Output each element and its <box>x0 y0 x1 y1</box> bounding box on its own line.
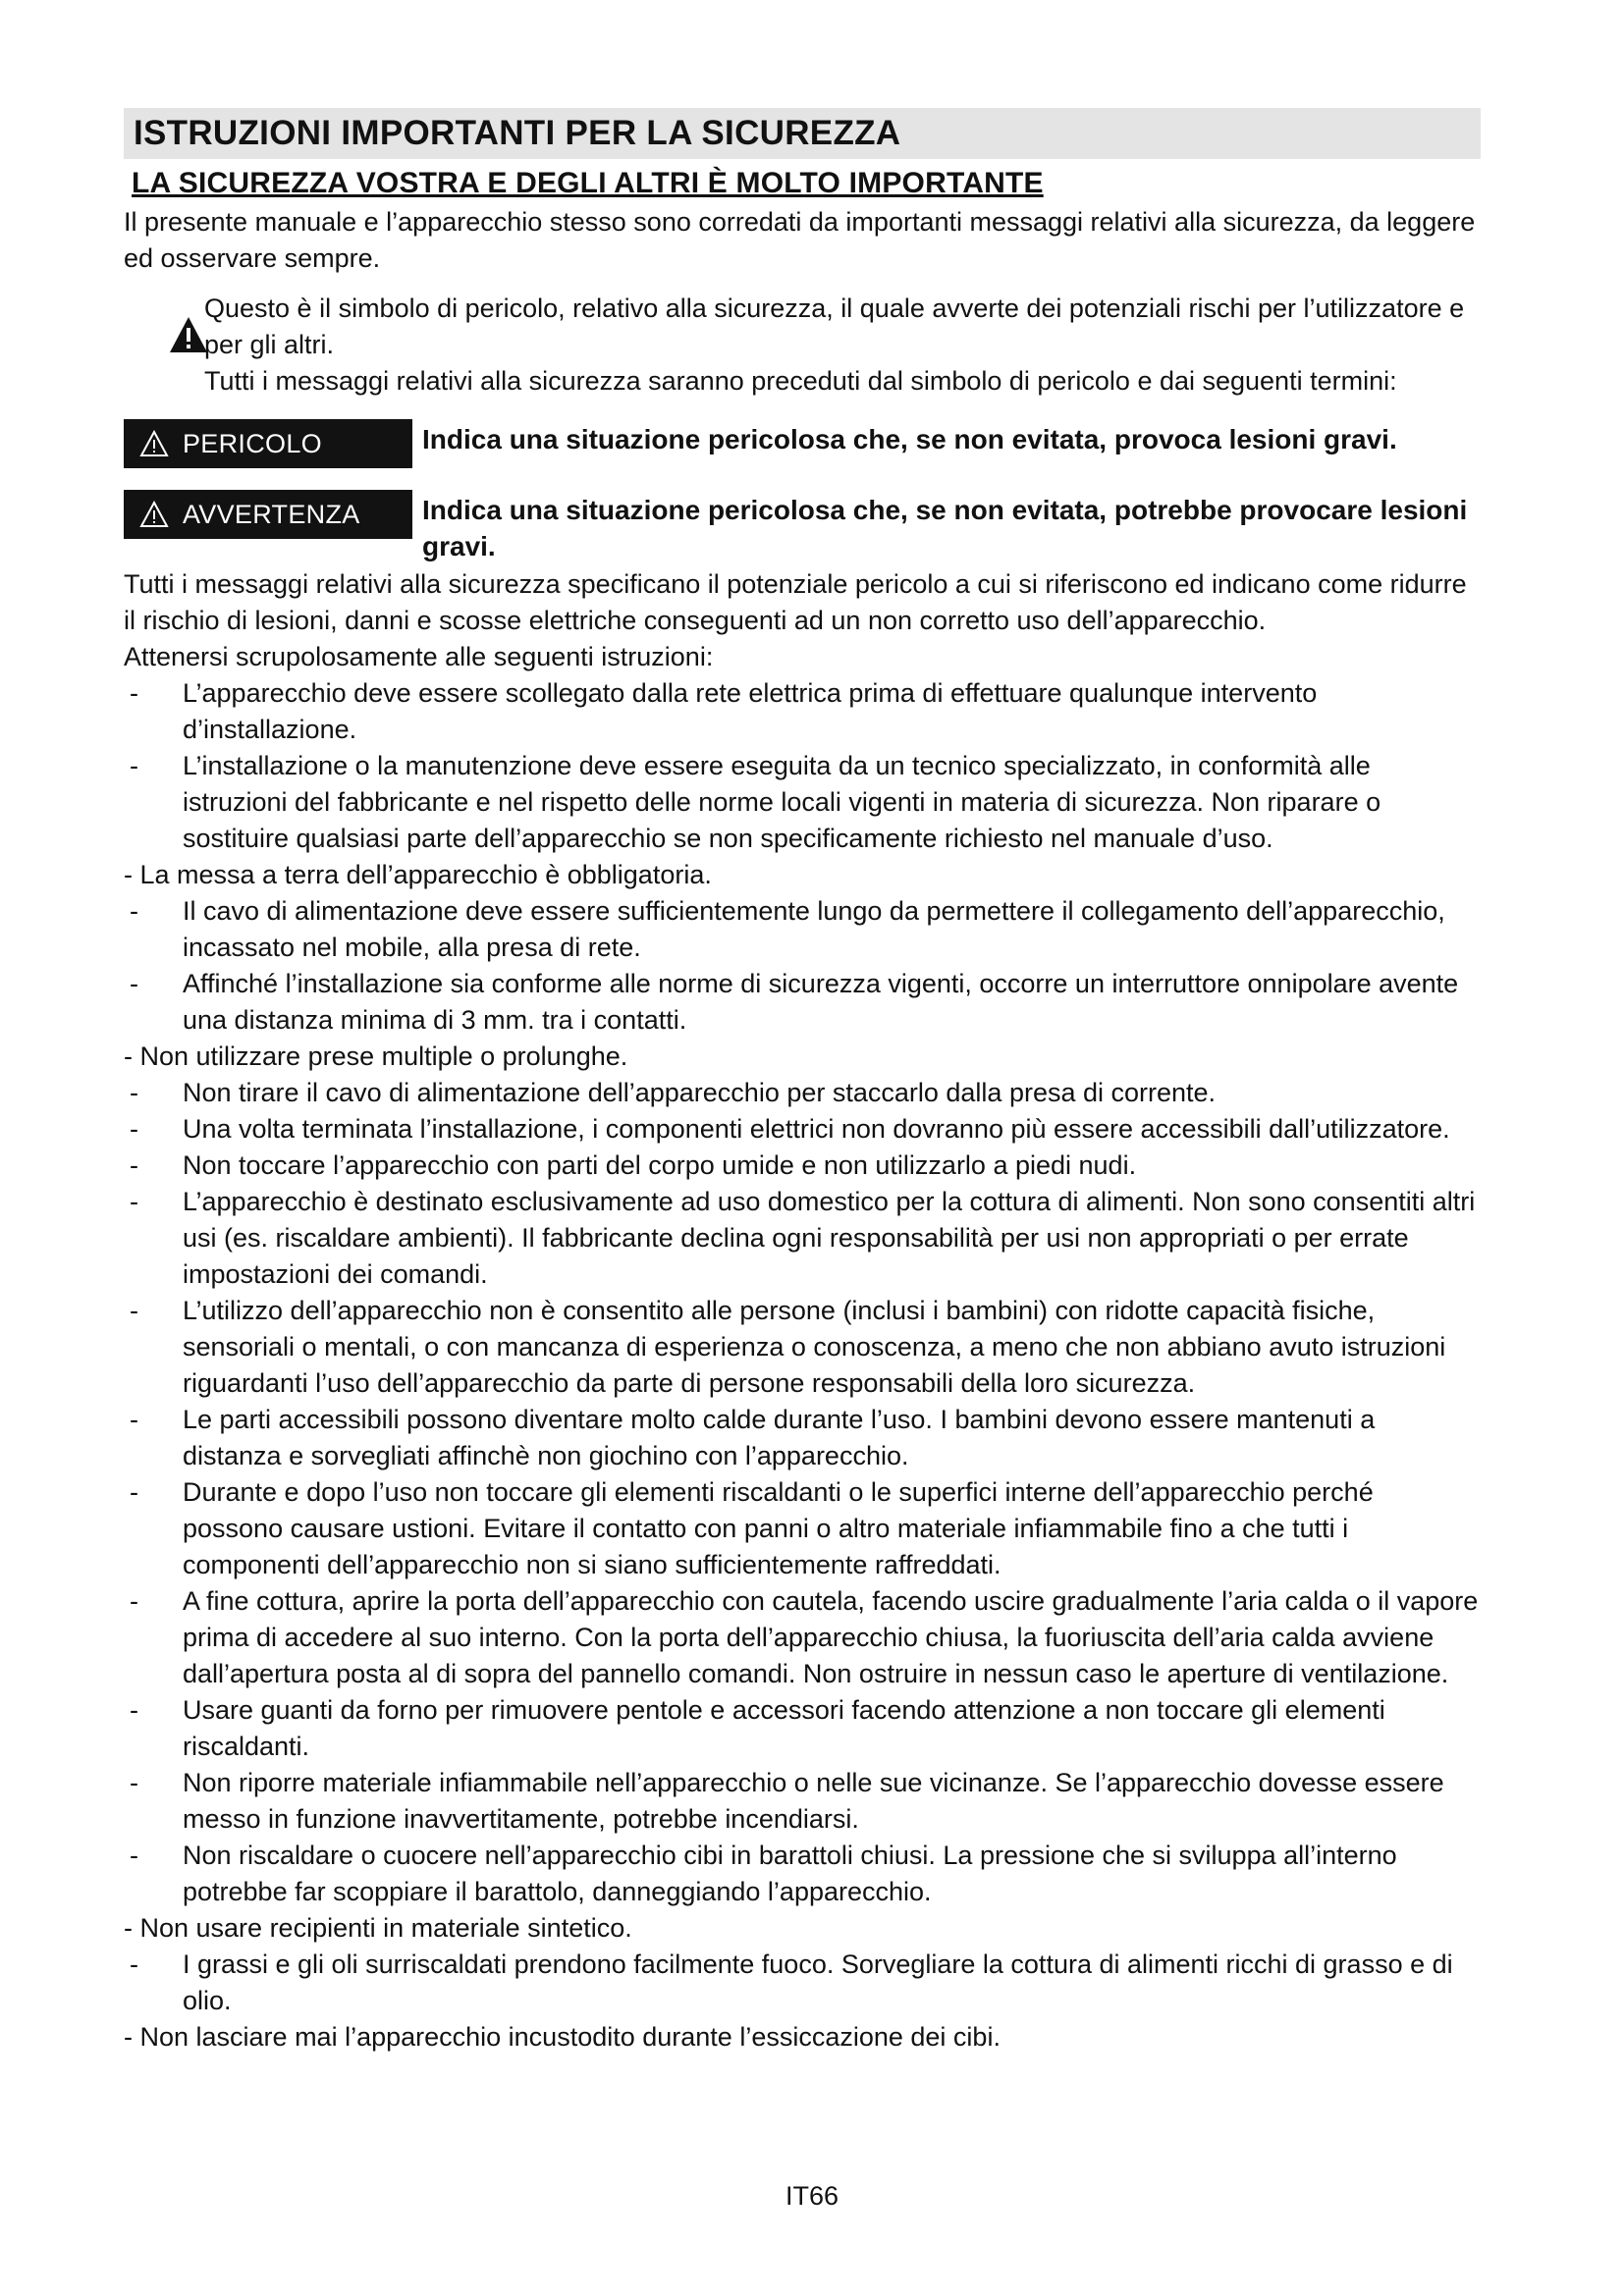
list-item: - Le parti accessibili possono diventare molto calde durante l’uso. I bambini devono essere mantenuti a distanza e sorvegliati affinchè non giochino con l’apparecchio. <box>124 1402 1481 1474</box>
list-item: - L’apparecchio deve essere scollegato dalla rete elettrica prima di effettuare qualunque intervento d’installazione. <box>124 675 1481 748</box>
list-item: - Non riscaldare o cuocere nell’apparecchio cibi in barattoli chiusi. La pressione che si sviluppa all’interno potrebbe far scoppiare il barattolo, danneggiando l’apparecchio. <box>124 1838 1481 1910</box>
pericolo-label-text: PERICOLO <box>183 428 322 458</box>
instruction-list <box>124 675 1481 2056</box>
section-subtitle: LA SICUREZZA VOSTRA E DEGLI ALTRI È MOLTO IMPORTANTE <box>132 167 1044 199</box>
list-item: - Non utilizzare prese multiple o prolunghe. <box>124 1041 628 1071</box>
list-item: - Usare guanti da forno per rimuovere pentole e accessori facendo attenzione a non toccare gli elementi riscaldanti. <box>124 1692 1481 1765</box>
pericolo-label <box>124 419 412 468</box>
avvertenza-label-text: AVVERTENZA <box>183 499 360 529</box>
list-item: - A fine cottura, aprire la porta dell’apparecchio con cautela, facendo uscire gradualmente l’aria calda o il vapore prima di accedere al suo interno. Con la porta dell’apparecchio chiusa, la fuoriuscita dell’aria calda avviene dall’apertura posta al di sopra del pannello comandi. Non ostruire in nessun caso le aperture di ventilazione. <box>124 1583 1481 1692</box>
label-row-avvertenza <box>124 490 1481 564</box>
list-item: - Durante e dopo l’uso non toccare gli elementi riscaldanti o le superfici interne dell’apparecchio perché possono causare ustioni. Evitare il contatto con panni o altro materiale infiammabile fino a che tutti i componenti dell’apparecchio non si siano sufficientemente raffreddati. <box>124 1474 1481 1583</box>
label-row-pericolo <box>124 419 1481 468</box>
section-title: ISTRUZIONI IMPORTANTI PER LA SICUREZZA <box>124 108 1481 159</box>
symbol-terms-intro: Tutti i messaggi relativi alla sicurezza saranno preceduti dal simbolo di pericolo e dai seguenti termini: <box>204 366 1397 396</box>
list-item: - L’installazione o la manutenzione deve essere eseguita da un tecnico specializzato, in conformità alle istruzioni del fabbricante e nel rispetto delle norme locali vigenti in materia di sicurezza. Non riparare o sostituire qualsiasi parte dell’apparecchio se non specificamente richiesto nel manuale d’uso. <box>124 748 1481 857</box>
avvertenza-description: Indica una situazione pericolosa che, se non evitata, potrebbe provocare lesioni gravi. <box>422 495 1468 561</box>
warning-outline-icon <box>139 501 169 528</box>
avvertenza-label <box>124 490 412 539</box>
page <box>124 108 1481 2056</box>
list-item: - L’utilizzo dell’apparecchio non è consentito alle persone (inclusi i bambini) con ridotte capacità fisiche, sensoriali o mentali, o con mancanza di esperienza o conoscenza, a meno che non abbiano avuto istruzioni riguardanti l’uso dell’apparecchio da parte di persone responsabili della loro sicurezza. <box>124 1293 1481 1402</box>
list-item: - Non toccare l’apparecchio con parti del corpo umide e non utilizzarlo a piedi nudi. <box>124 1148 1481 1184</box>
page-number: IT66 <box>785 2181 839 2211</box>
symbol-description: Questo è il simbolo di pericolo, relativo alla sicurezza, il quale avverte dei potenziali rischi per l’utilizzatore e per gli altri. <box>204 294 1465 359</box>
list-item: - Non usare recipienti in materiale sintetico. <box>124 1913 632 1943</box>
pericolo-description: Indica una situazione pericolosa che, se non evitata, provoca lesioni gravi. <box>422 424 1397 454</box>
list-item: - Non riporre materiale infiammabile nell’apparecchio o nelle sue vicinanze. Se l’apparecchio dovesse essere messo in funzione inavvertitamente, potrebbe incendiarsi. <box>124 1765 1481 1838</box>
list-item: - Affinché l’installazione sia conforme alle norme di sicurezza vigenti, occorre un interruttore onnipolare avente una distanza minima di 3 mm. tra i contatti. <box>124 966 1481 1039</box>
list-item: - Non tirare il cavo di alimentazione dell’apparecchio per staccarlo dalla presa di corrente. <box>124 1075 1481 1111</box>
instructions-intro: Attenersi scrupolosamente alle seguenti istruzioni: <box>124 642 714 671</box>
list-item: - Una volta terminata l’installazione, i componenti elettrici non dovranno più essere accessibili dall’utilizzatore. <box>124 1111 1481 1148</box>
warning-triangle-icon <box>169 316 208 353</box>
list-item: - Il cavo di alimentazione deve essere sufficientemente lungo da permettere il collegamento dell’apparecchio, incassato nel mobile, alla presa di rete. <box>124 893 1481 966</box>
intro-paragraph: Il presente manuale e l’apparecchio stesso sono corredati da importanti messaggi relativi alla sicurezza, da leggere ed osservare sempre. <box>124 207 1476 273</box>
list-item: - I grassi e gli oli surriscaldati prendono facilmente fuoco. Sorvegliare la cottura di alimenti ricchi di grasso e di olio. <box>124 1947 1481 2019</box>
list-item: - L’apparecchio è destinato esclusivamente ad uso domestico per la cottura di alimenti. Non sono consentiti altri usi (es. riscaldare ambienti). Il fabbricante declina ogni responsabilità per usi non appropriati o per errate impostazioni dei comandi. <box>124 1184 1481 1293</box>
danger-symbol-block <box>124 291 1481 400</box>
list-item: - Non lasciare mai l’apparecchio incustodito durante l’essiccazione dei cibi. <box>124 2022 1001 2052</box>
messages-paragraph: Tutti i messaggi relativi alla sicurezza specificano il potenziale pericolo a cui si riferiscono ed indicano come ridurre il rischio di lesioni, danni e scosse elettriche conseguenti ad un non corretto uso dell’apparecchio. <box>124 569 1467 635</box>
warning-outline-icon <box>139 430 169 457</box>
list-item: - La messa a terra dell’apparecchio è obbligatoria. <box>124 860 712 889</box>
